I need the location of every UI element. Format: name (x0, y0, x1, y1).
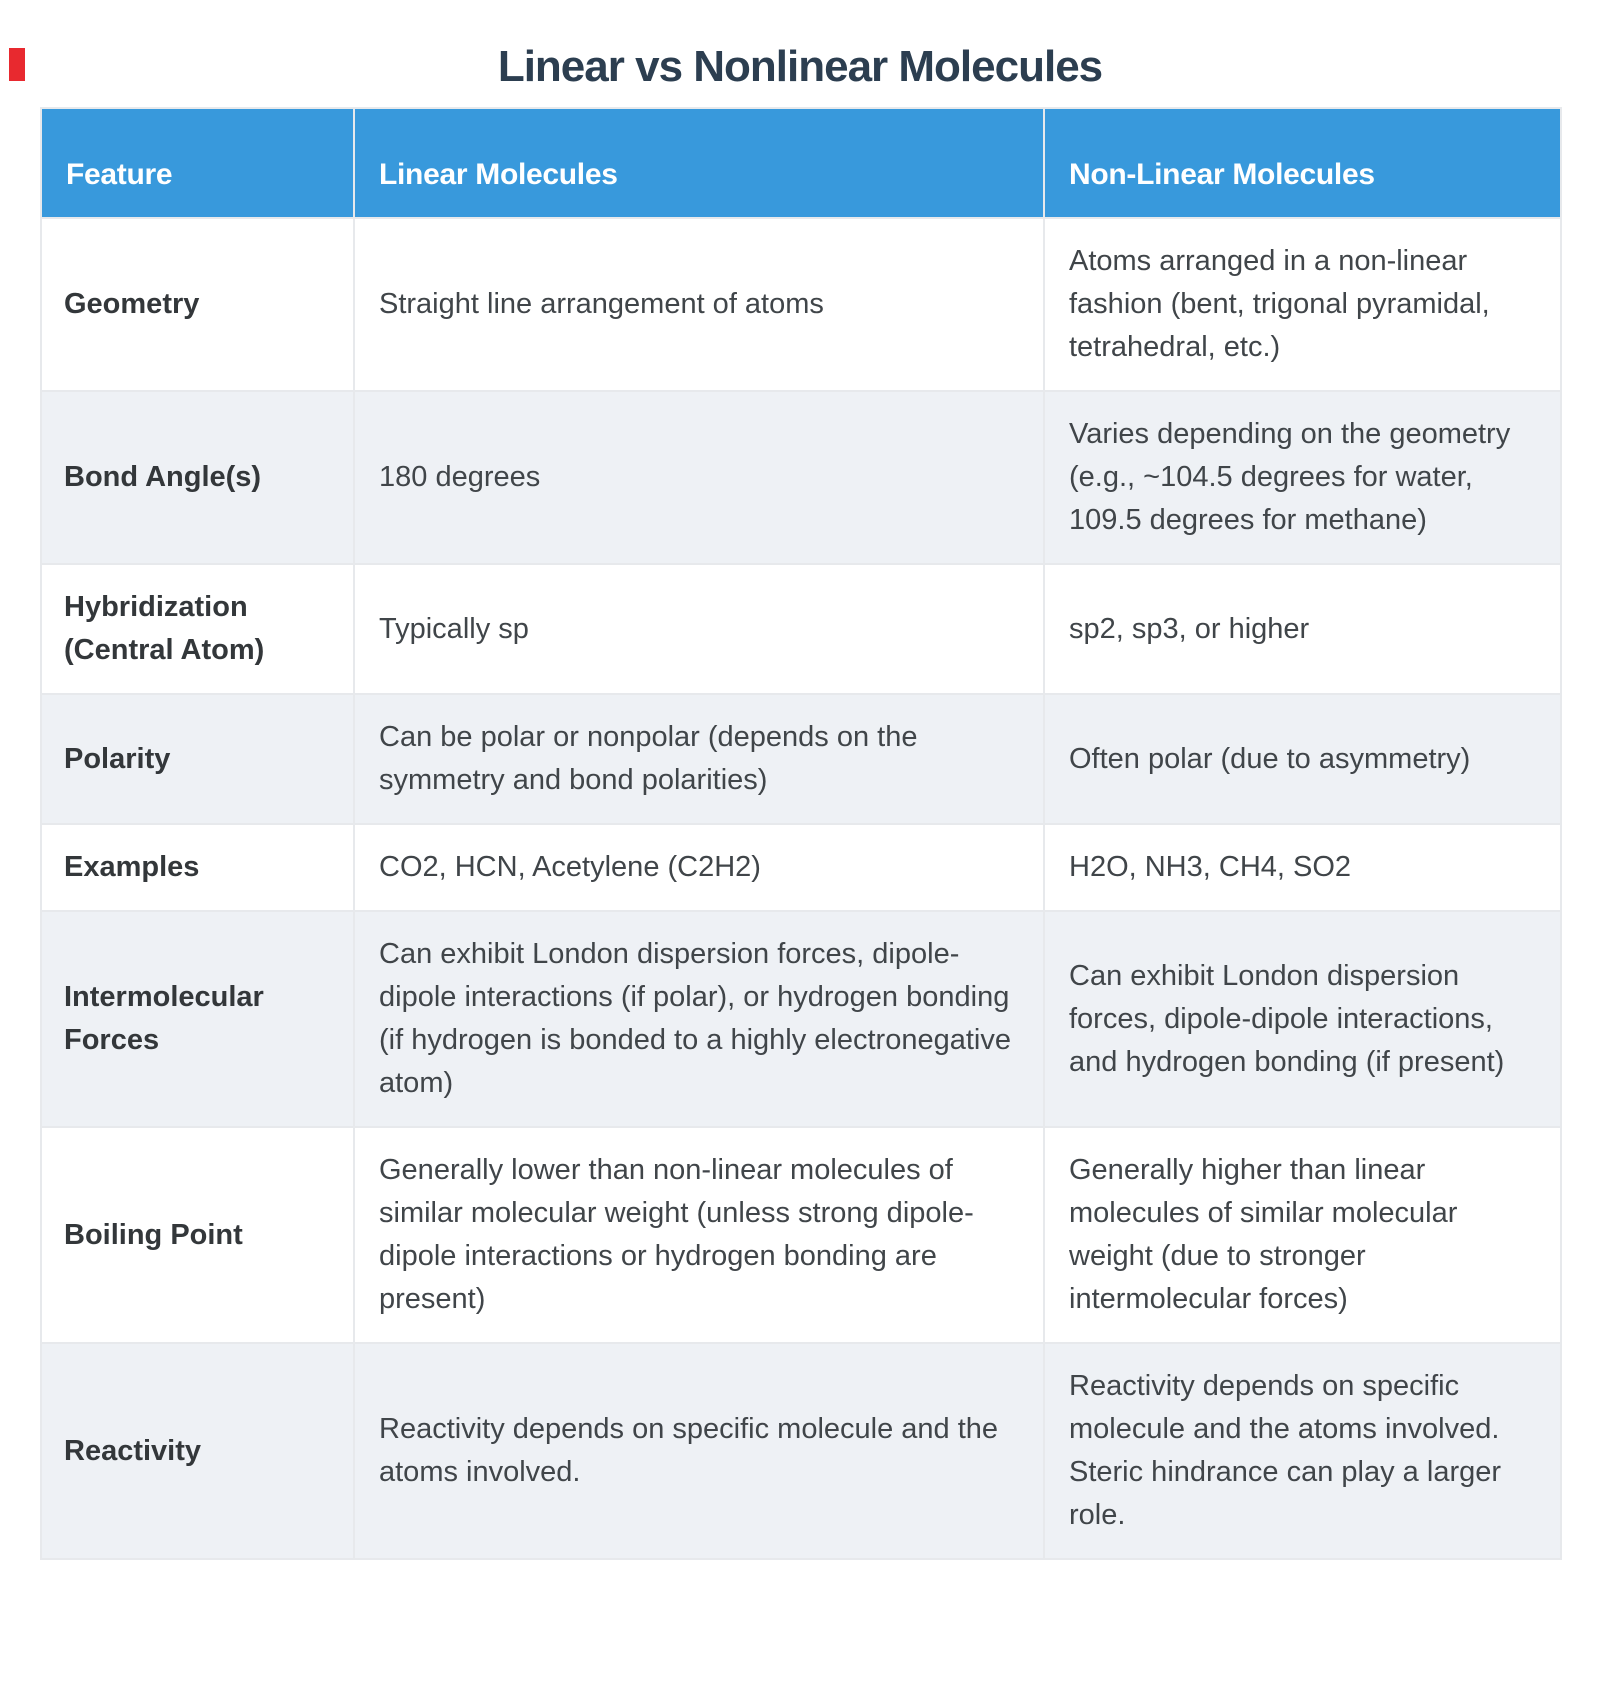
nonlinear-cell: Often polar (due to asymmetry) (1044, 694, 1561, 824)
column-header-nonlinear: Non-Linear Molecules (1044, 108, 1561, 218)
nonlinear-cell: Atoms arranged in a non-linear fashion (bent, trigonal pyramidal, tetrahedral, etc.) (1044, 218, 1561, 391)
linear-cell: Straight line arrangement of atoms (354, 218, 1044, 391)
feature-cell: Geometry (41, 218, 354, 391)
linear-cell: 180 degrees (354, 391, 1044, 564)
table-row-examples (41, 824, 1561, 911)
table-body (41, 218, 1561, 1559)
feature-cell: Polarity (41, 694, 354, 824)
linear-cell: CO2, HCN, Acetylene (C2H2) (354, 824, 1044, 911)
linear-cell: Reactivity depends on specific molecule and the atoms involved. (354, 1343, 1044, 1559)
table-row-intermolecular-forces (41, 911, 1561, 1127)
table-row-bond-angles (41, 391, 1561, 564)
page-title: Linear vs Nonlinear Molecules (497, 42, 1103, 91)
nonlinear-cell: Varies depending on the geometry (e.g., ~104.5 degrees for water, 109.5 degrees for methane) (1044, 391, 1561, 564)
feature-cell: Boiling Point (41, 1127, 354, 1343)
table-row-reactivity (41, 1343, 1561, 1559)
nonlinear-cell: Can exhibit London dispersion forces, dipole-dipole interactions, and hydrogen bonding (if present) (1044, 911, 1561, 1127)
nonlinear-cell: sp2, sp3, or higher (1044, 564, 1561, 694)
linear-cell: Can exhibit London dispersion forces, dipole-dipole interactions (if polar), or hydrogen bonding (if hydrogen is bonded to a highly electronegative atom) (354, 911, 1044, 1127)
column-header-linear: Linear Molecules (354, 108, 1044, 218)
feature-cell: Bond Angle(s) (41, 391, 354, 564)
linear-cell: Typically sp (354, 564, 1044, 694)
linear-cell: Generally lower than non-linear molecules of similar molecular weight (unless strong dipole-dipole interactions or hydrogen bonding are present) (354, 1127, 1044, 1343)
linear-cell: Can be polar or nonpolar (depends on the symmetry and bond polarities) (354, 694, 1044, 824)
table-header (41, 108, 1561, 218)
table-row-polarity (41, 694, 1561, 824)
feature-cell: Intermolecular Forces (41, 911, 354, 1127)
nonlinear-cell: H2O, NH3, CH4, SO2 (1044, 824, 1561, 911)
nonlinear-cell: Generally higher than linear molecules of similar molecular weight (due to stronger intermolecular forces) (1044, 1127, 1561, 1343)
table-row-geometry (41, 218, 1561, 391)
table-row-boiling-point (41, 1127, 1561, 1343)
table-row-hybridization (41, 564, 1561, 694)
feature-cell: Examples (41, 824, 354, 911)
feature-cell: Hybridization (Central Atom) (41, 564, 354, 694)
column-header-feature: Feature (41, 108, 354, 218)
feature-cell: Reactivity (41, 1343, 354, 1559)
comparison-table (40, 107, 1562, 1560)
red-accent-mark (9, 48, 25, 81)
header-row (41, 108, 1561, 218)
nonlinear-cell: Reactivity depends on specific molecule and the atoms involved. Steric hindrance can play a larger role. (1044, 1343, 1561, 1559)
